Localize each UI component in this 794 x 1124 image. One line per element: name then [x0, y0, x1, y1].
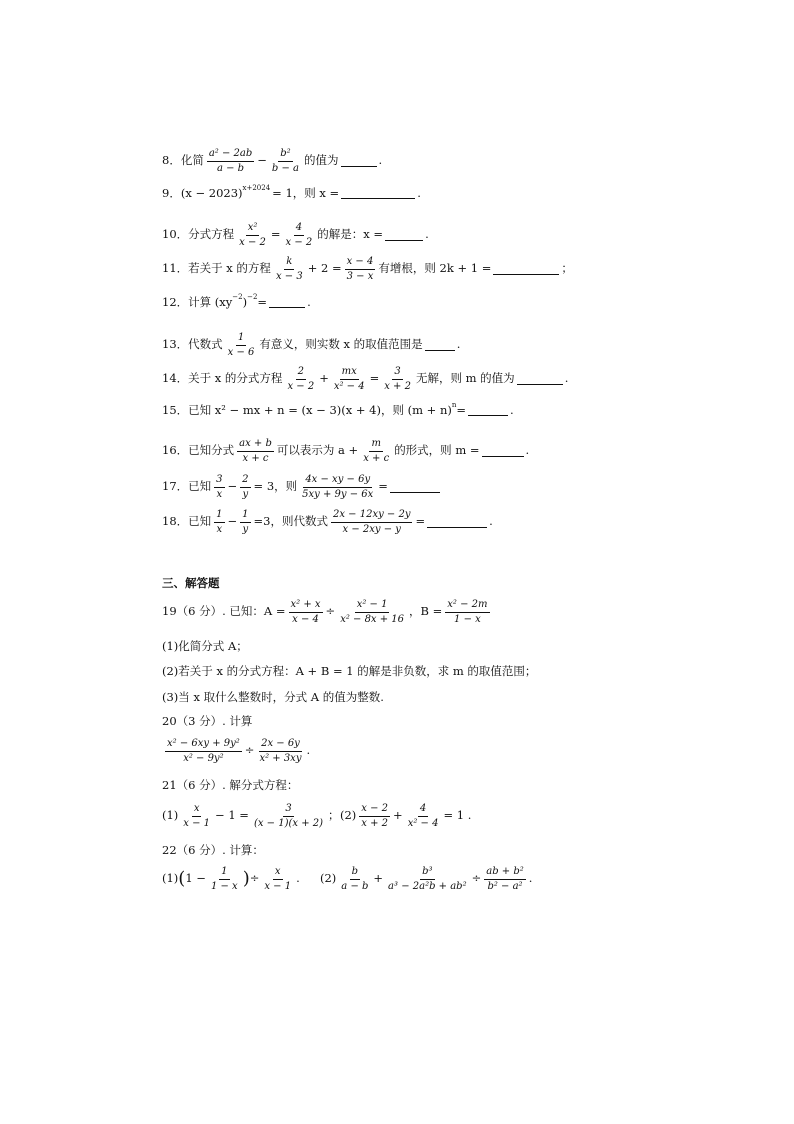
- operator: − 1 =: [215, 808, 249, 823]
- answer-blank[interactable]: [341, 156, 377, 167]
- punctuation: ；: [561, 261, 573, 276]
- numerator: 1: [214, 509, 224, 523]
- q19-part-2: (2)若关于 x 的分式方程：A + B = 1 的解是非负数，求 m 的取值范围；: [162, 664, 537, 678]
- operator: +: [393, 808, 403, 823]
- question-number: 10: [162, 227, 177, 242]
- part-label: (1): [162, 808, 179, 823]
- fraction: [257, 738, 303, 764]
- punctuation: .: [528, 871, 533, 886]
- numerator: 4x − xy − 6y: [303, 474, 372, 488]
- question-text: ．已知: [176, 514, 212, 529]
- denominator: 1 − x: [210, 880, 238, 892]
- denominator: x − 4: [292, 613, 319, 625]
- question-text: ．化简: [169, 153, 204, 168]
- question-text: ．代数式: [176, 337, 223, 352]
- fraction: [382, 366, 413, 392]
- fraction: [338, 599, 406, 625]
- q19-part-1: (1)化简分式 A；: [162, 639, 248, 653]
- denominator: 3 − x: [346, 270, 374, 282]
- denominator: x² − 9y²: [183, 752, 224, 764]
- question-12: [162, 293, 311, 309]
- q21-part-1: [162, 803, 340, 829]
- question-number: 9: [162, 186, 170, 200]
- fraction: [240, 509, 250, 535]
- question-18: [162, 509, 493, 535]
- punctuation: .: [306, 743, 311, 758]
- operator: ÷: [244, 743, 255, 758]
- denominator: (x − 1)(x + 2): [253, 817, 324, 829]
- fraction: [270, 148, 301, 174]
- question-15: [162, 401, 514, 417]
- part-label: (2): [320, 871, 337, 886]
- numerator: 1: [219, 866, 229, 880]
- numerator: ab + b²: [484, 866, 526, 880]
- punctuation: .: [510, 403, 514, 417]
- question-text: 可以表示为 a +: [276, 443, 359, 458]
- denominator: a − b: [341, 880, 369, 892]
- answer-blank[interactable]: [425, 340, 455, 351]
- punctuation: .: [296, 871, 300, 886]
- fraction: [262, 866, 293, 892]
- denominator: y: [242, 523, 249, 535]
- fraction: [359, 803, 390, 829]
- numerator: 2x − 6y: [259, 738, 302, 752]
- question-9: [162, 184, 421, 200]
- fraction: [345, 256, 376, 282]
- numerator: k: [284, 256, 294, 270]
- part-label: (2): [340, 808, 357, 823]
- question-text: 19（6 分）. 已知：A =: [162, 604, 286, 619]
- operator: =: [270, 227, 281, 242]
- answer-blank[interactable]: [269, 297, 305, 308]
- question-text: ．关于 x 的分式方程: [176, 371, 283, 386]
- question-text: =: [378, 479, 388, 494]
- question-number: 18: [162, 514, 177, 529]
- denominator: x: [216, 523, 223, 535]
- exponent: x+2024: [242, 184, 271, 193]
- numerator: 1: [240, 509, 250, 523]
- question-text: ．计算 (xy: [176, 295, 233, 309]
- question-13: [162, 332, 460, 358]
- numerator: a² − 2ab: [207, 148, 254, 162]
- question-20-expression: [162, 738, 310, 764]
- question-number: 13: [162, 337, 177, 352]
- denominator: x + 2: [384, 380, 411, 392]
- numerator: 2x − 12xy − 2y: [331, 509, 413, 523]
- punctuation: .: [307, 295, 311, 309]
- numerator: x − 4: [345, 256, 376, 270]
- question-number: 12: [162, 295, 177, 309]
- right-paren: ): [242, 868, 250, 889]
- denominator: x + 2: [361, 817, 389, 829]
- question-text: 有意义，则实数 x 的取值范围是: [259, 337, 423, 352]
- question-text: =: [456, 403, 467, 417]
- operator: ÷: [249, 871, 260, 886]
- numerator: ax + b: [237, 438, 274, 452]
- operator: −: [227, 479, 238, 494]
- denominator: a − b: [216, 162, 245, 174]
- denominator: x − 2: [287, 380, 315, 392]
- question-text: 有增根，则 2k + 1 =: [378, 261, 492, 276]
- fraction: [331, 509, 413, 535]
- operator: + 2 =: [307, 261, 342, 276]
- fraction: [361, 438, 391, 464]
- q19-part-3: (3)当 x 取什么整数时，分式 A 的值为整数.: [162, 690, 384, 704]
- answer-blank[interactable]: [493, 264, 559, 275]
- fraction: [165, 738, 242, 764]
- question-text: ．已知分式: [176, 443, 235, 458]
- question-text: ．已知 x² − mx + n = (x − 3)(x + 4)，则 (m + n): [176, 403, 452, 417]
- punctuation: .: [378, 153, 383, 168]
- question-text: 的值为: [304, 153, 339, 168]
- question-8: [162, 148, 382, 174]
- numerator: m: [369, 438, 382, 452]
- denominator: x − 2xy − y: [342, 523, 401, 535]
- exponent: −2: [232, 293, 243, 302]
- operator: = 1 .: [443, 808, 472, 823]
- fraction: [284, 222, 315, 248]
- question-17: [162, 474, 442, 500]
- fraction: [207, 148, 254, 174]
- question-text: 的解是：x =: [317, 227, 384, 242]
- section-heading: 三、解答题: [162, 576, 220, 590]
- fraction: [226, 332, 257, 358]
- operator: −: [257, 153, 267, 168]
- exponent: n: [451, 401, 457, 410]
- operator: 1 −: [185, 871, 206, 886]
- denominator: x + c: [242, 452, 269, 464]
- question-20-heading: 20（3 分）. 计算: [162, 714, 253, 728]
- denominator: 5xy + 9y − 6x: [302, 488, 374, 500]
- fraction: [240, 474, 250, 500]
- denominator: x − 6: [227, 346, 255, 358]
- q21-part-2: [340, 803, 471, 829]
- answer-blank[interactable]: [468, 405, 508, 416]
- question-text: ．已知: [176, 479, 212, 494]
- punctuation: .: [417, 186, 421, 200]
- question-text: =: [257, 295, 268, 309]
- numerator: b: [350, 866, 360, 880]
- question-number: 16: [162, 443, 177, 458]
- operator: +: [319, 371, 329, 386]
- numerator: x: [273, 866, 283, 880]
- question-text: ，B =: [409, 604, 443, 619]
- question-text: ): [242, 295, 248, 309]
- fraction: [332, 366, 367, 392]
- question-text: ．若关于 x 的方程: [176, 261, 271, 276]
- question-text: 的形式，则 m =: [394, 443, 480, 458]
- question-number: 14: [162, 371, 177, 386]
- numerator: x² − 6xy + 9y²: [165, 738, 242, 752]
- numerator: b³: [420, 866, 434, 880]
- operator: =: [369, 371, 380, 386]
- q22-part-1: [162, 866, 300, 892]
- denominator: x² − 8x + 16: [340, 613, 405, 625]
- punctuation: ；: [328, 808, 340, 823]
- operator: +: [373, 871, 384, 886]
- numerator: x²: [246, 222, 260, 236]
- question-16: [162, 438, 529, 464]
- denominator: a³ − 2a²b + ab²: [388, 880, 467, 892]
- question-number: 11: [162, 261, 177, 276]
- fraction: [214, 509, 224, 535]
- denominator: x² + 3xy: [259, 752, 302, 764]
- numerator: 4: [418, 803, 428, 817]
- denominator: x: [216, 488, 223, 500]
- fraction: [386, 866, 469, 892]
- exponent: −2: [247, 293, 258, 302]
- punctuation: .: [564, 371, 569, 386]
- question-22-heading: 22（6 分）. 计算：: [162, 843, 264, 857]
- answer-blank[interactable]: [385, 230, 423, 241]
- denominator: x − 2: [285, 236, 313, 248]
- operator: ÷: [471, 871, 482, 886]
- numerator: 3: [283, 803, 293, 817]
- fraction: [274, 256, 305, 282]
- numerator: x − 2: [359, 803, 390, 817]
- denominator: y: [242, 488, 249, 500]
- question-number: 8: [162, 153, 170, 168]
- numerator: 2: [240, 474, 250, 488]
- answer-blank[interactable]: [341, 188, 415, 199]
- question-number: 17: [162, 479, 177, 494]
- question-21-heading: 21（6 分）. 解分式方程：: [162, 778, 299, 792]
- question-text: = 3，则: [253, 479, 298, 494]
- fraction: [181, 803, 212, 829]
- punctuation: .: [489, 514, 493, 529]
- question-number: 15: [162, 403, 177, 417]
- numerator: 1: [236, 332, 246, 346]
- fraction: [300, 474, 375, 500]
- question-text: 无解，则 m 的值为: [415, 371, 515, 386]
- denominator: x − 1: [264, 880, 292, 892]
- answer-blank[interactable]: [482, 446, 524, 457]
- question-text: =: [415, 514, 426, 529]
- question-text: = 1，则 x =: [272, 186, 340, 200]
- part-label: (1): [162, 871, 179, 886]
- punctuation: .: [425, 227, 429, 242]
- fraction: [484, 866, 526, 892]
- numerator: x² − 1: [355, 599, 390, 613]
- fraction: [285, 366, 316, 392]
- answer-blank[interactable]: [427, 517, 487, 528]
- question-10: [162, 222, 429, 248]
- fraction: [237, 222, 268, 248]
- operator: −: [227, 514, 238, 529]
- question-text: ．(x − 2023): [169, 186, 243, 200]
- fraction: [339, 866, 370, 892]
- numerator: mx: [340, 366, 359, 380]
- question-text: ．分式方程: [176, 227, 235, 242]
- numerator: 2: [296, 366, 306, 380]
- fraction: [214, 474, 224, 500]
- denominator: x² − 4: [407, 817, 439, 829]
- numerator: 3: [392, 366, 402, 380]
- punctuation: .: [456, 337, 461, 352]
- numerator: x² − 2m: [445, 599, 489, 613]
- fraction: [252, 803, 325, 829]
- denominator: x + c: [363, 452, 390, 464]
- fraction: [289, 599, 323, 625]
- fraction: [445, 599, 489, 625]
- fraction: [406, 803, 441, 829]
- denominator: x² − 4: [333, 380, 365, 392]
- denominator: x − 1: [183, 817, 211, 829]
- denominator: b² − a²: [487, 880, 523, 892]
- answer-blank[interactable]: [517, 374, 563, 385]
- denominator: x − 3: [275, 270, 303, 282]
- answer-blank[interactable]: [390, 482, 440, 493]
- punctuation: .: [525, 443, 530, 458]
- denominator: b − a: [271, 162, 300, 174]
- left-paren: (: [178, 868, 186, 889]
- q22-part-2: [320, 866, 532, 892]
- denominator: x − 2: [239, 236, 266, 248]
- numerator: x² + x: [289, 599, 323, 613]
- question-text: =3，则代数式: [253, 514, 328, 529]
- question-19: [162, 599, 493, 625]
- fraction: [237, 438, 274, 464]
- numerator: 4: [294, 222, 304, 236]
- fraction: [209, 866, 240, 892]
- operator: ÷: [325, 604, 336, 619]
- numerator: x: [192, 803, 202, 817]
- numerator: 3: [214, 474, 224, 488]
- denominator: 1 − x: [454, 613, 481, 625]
- numerator: b²: [278, 148, 292, 162]
- question-14: [162, 366, 568, 392]
- question-11: [162, 256, 573, 282]
